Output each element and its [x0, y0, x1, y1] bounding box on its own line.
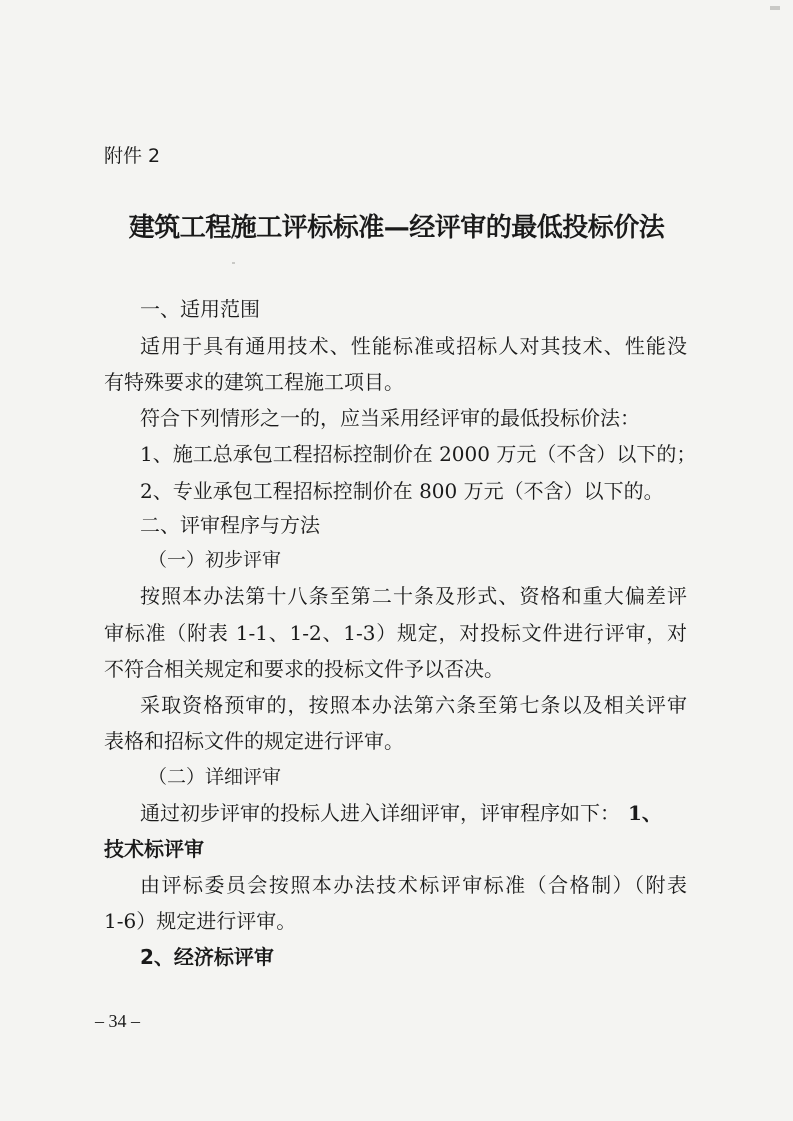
sub1-para1-line3: 不符合相关规定和要求的投标文件予以否决。 [104, 657, 504, 681]
sub2-para1-text: 通过初步评审的投标人进入详细评审，评审程序如下： [140, 801, 620, 825]
tech-heading: 技术标评审 [104, 837, 204, 861]
sub1-para1-line2: 审标准（附表 1-1、1-2、1-3）规定，对投标文件进行评审，对 [104, 621, 687, 645]
subsection1-heading: （一）初步评审 [148, 549, 282, 571]
section1-item1: 1、施工总承包工程招标控制价在 2000 万元（不含）以下的； [140, 442, 697, 466]
section1-para2: 符合下列情形之一的，应当采用经评审的最低投标价法： [140, 406, 640, 430]
scan-speck [770, 6, 780, 10]
document-title: 建筑工程施工评标标准—经评审的最低投标价法 [128, 213, 665, 243]
sub1-para1-line1: 按照本办法第十八条至第二十条及形式、资格和重大偏差评 [140, 584, 687, 608]
section1-para1-line1: 适用于具有通用技术、性能标准或招标人对其技术、性能没 [140, 334, 687, 358]
page-number: – 34 – [95, 1011, 140, 1031]
econ-heading: 2、经济标评审 [140, 945, 274, 969]
section1-item2: 2、专业承包工程招标控制价在 800 万元（不含）以下的。 [140, 479, 664, 503]
section2-heading: 二、评审程序与方法 [140, 513, 320, 537]
sub1-para2-line1: 采取资格预审的，按照本办法第六条至第七条以及相关评审 [140, 693, 687, 717]
sub1-para2-line2: 表格和招标文件的规定进行评审。 [104, 729, 404, 753]
tech-para-line1: 由评标委员会按照本办法技术标评审标准（合格制）（附表 [140, 873, 687, 897]
scan-speck [232, 262, 235, 264]
subsection2-heading: （二）详细评审 [148, 766, 282, 788]
sub2-para1 [140, 800, 662, 826]
section1-para1-line2: 有特殊要求的建筑工程施工项目。 [104, 370, 404, 394]
section1-heading: 一、适用范围 [140, 297, 260, 321]
attachment-label: 附件 2 [104, 145, 161, 167]
sub2-para1-bold: 1、 [628, 801, 662, 825]
tech-para-line2: 1-6）规定进行评审。 [104, 909, 297, 933]
